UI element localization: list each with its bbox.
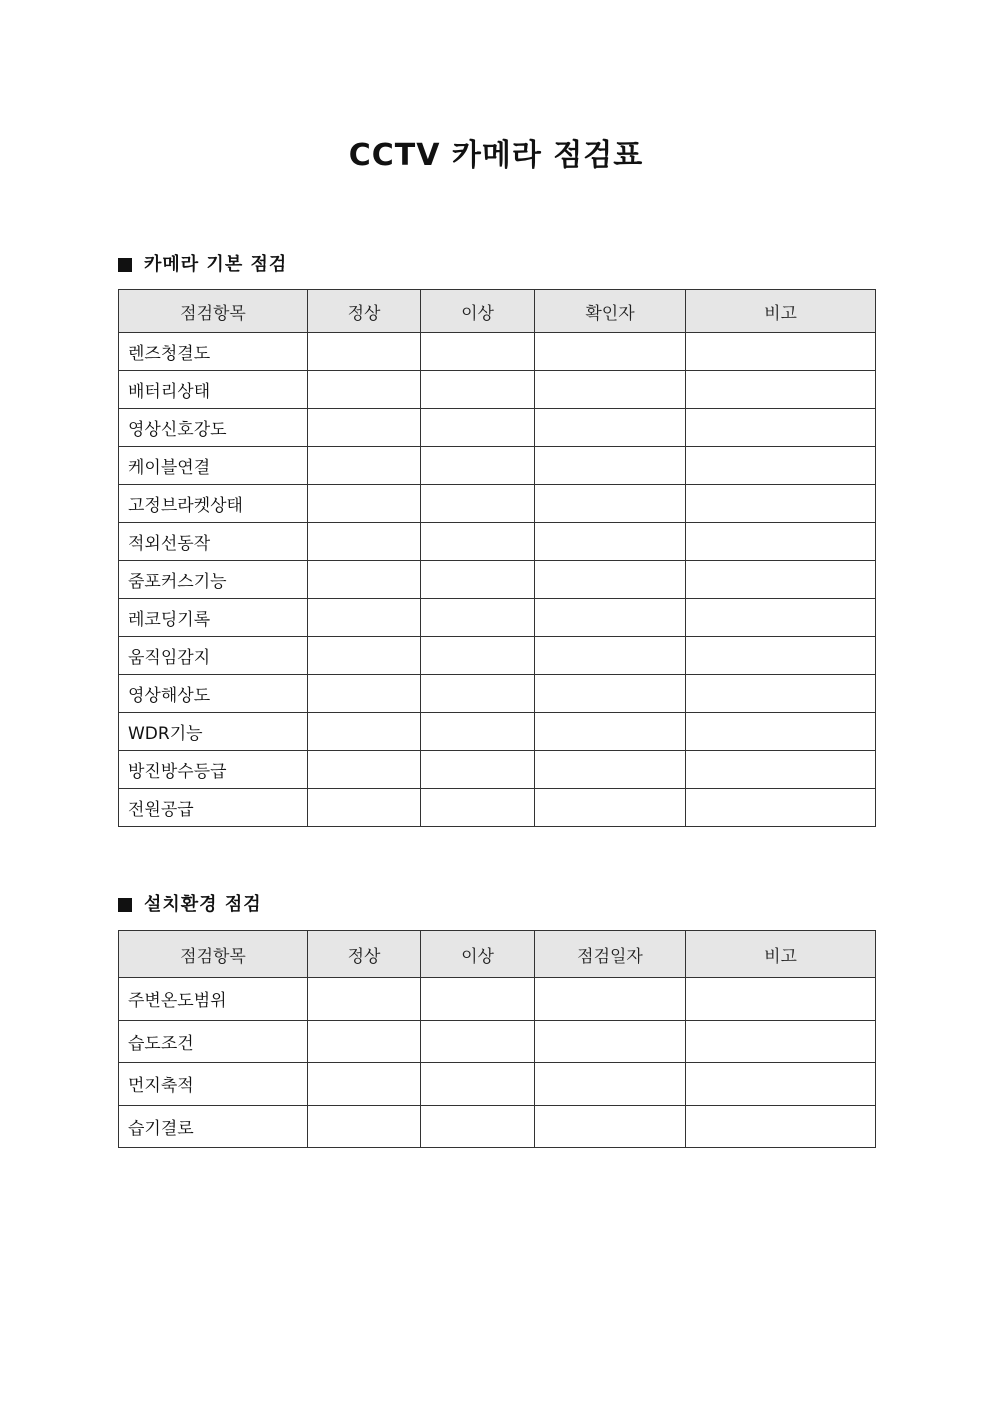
check-item-label: 적외선동작	[119, 523, 308, 561]
table-row	[119, 447, 876, 485]
cell-normal[interactable]	[308, 599, 421, 637]
check-item-label: 습도조건	[119, 1020, 308, 1063]
table-header-row	[119, 290, 876, 333]
installation-env-check-table	[118, 930, 876, 1148]
check-item-label: 고정브라켓상태	[119, 485, 308, 523]
cell-remarks[interactable]	[686, 713, 876, 751]
cell-remarks[interactable]	[686, 1063, 876, 1106]
cell-normal[interactable]	[308, 561, 421, 599]
table-row	[119, 1105, 876, 1148]
table-row	[119, 371, 876, 409]
cell-normal[interactable]	[308, 1105, 421, 1148]
column-header-normal: 정상	[308, 290, 421, 333]
cell-remarks[interactable]	[686, 409, 876, 447]
cell-checker[interactable]	[535, 1105, 686, 1148]
cell-remarks[interactable]	[686, 333, 876, 371]
table-row	[119, 1020, 876, 1063]
cell-normal[interactable]	[308, 371, 421, 409]
cell-normal[interactable]	[308, 409, 421, 447]
cell-abnormal[interactable]	[421, 713, 535, 751]
cell-abnormal[interactable]	[421, 978, 535, 1021]
cell-abnormal[interactable]	[421, 333, 535, 371]
cell-abnormal[interactable]	[421, 637, 535, 675]
cell-checker[interactable]	[535, 447, 686, 485]
check-item-label: 영상해상도	[119, 675, 308, 713]
cell-checker[interactable]	[535, 1063, 686, 1106]
cell-checker[interactable]	[535, 333, 686, 371]
table-row	[119, 599, 876, 637]
column-header-checker: 확인자	[535, 290, 686, 333]
cell-normal[interactable]	[308, 1063, 421, 1106]
column-header-check-date: 점검일자	[535, 931, 686, 978]
cell-remarks[interactable]	[686, 371, 876, 409]
section-heading-installation-env	[118, 892, 262, 918]
cell-normal[interactable]	[308, 713, 421, 751]
table-row	[119, 789, 876, 827]
cell-remarks[interactable]	[686, 485, 876, 523]
check-item-label: 먼지축적	[119, 1063, 308, 1106]
cell-checker[interactable]	[535, 713, 686, 751]
table-row	[119, 1063, 876, 1106]
check-item-label: 렌즈청결도	[119, 333, 308, 371]
table-row	[119, 333, 876, 371]
cell-abnormal[interactable]	[421, 789, 535, 827]
check-item-label: 케이블연결	[119, 447, 308, 485]
table-row	[119, 561, 876, 599]
check-item-label: 주변온도범위	[119, 978, 308, 1021]
check-item-label: 줌포커스기능	[119, 561, 308, 599]
cell-remarks[interactable]	[686, 978, 876, 1021]
cell-checker[interactable]	[535, 789, 686, 827]
cell-checker[interactable]	[535, 523, 686, 561]
cell-remarks[interactable]	[686, 675, 876, 713]
cell-normal[interactable]	[308, 978, 421, 1021]
section-heading-label: 설치환경 점검	[144, 894, 262, 915]
check-item-label: 레코딩기록	[119, 599, 308, 637]
cell-checker[interactable]	[535, 675, 686, 713]
cell-checker[interactable]	[535, 409, 686, 447]
column-header-item: 점검항목	[119, 931, 308, 978]
camera-basic-check-table	[118, 289, 876, 827]
cell-normal[interactable]	[308, 447, 421, 485]
check-item-label: 영상신호강도	[119, 409, 308, 447]
check-item-label: 배터리상태	[119, 371, 308, 409]
column-header-normal: 정상	[308, 931, 421, 978]
column-header-abnormal: 이상	[421, 931, 535, 978]
cell-abnormal[interactable]	[421, 1105, 535, 1148]
check-item-label: 움직임감지	[119, 637, 308, 675]
cell-remarks[interactable]	[686, 789, 876, 827]
column-header-item: 점검항목	[119, 290, 308, 333]
cell-normal[interactable]	[308, 1020, 421, 1063]
cell-abnormal[interactable]	[421, 1063, 535, 1106]
cell-normal[interactable]	[308, 675, 421, 713]
cell-abnormal[interactable]	[421, 371, 535, 409]
cell-remarks[interactable]	[686, 599, 876, 637]
cell-abnormal[interactable]	[421, 409, 535, 447]
cell-abnormal[interactable]	[421, 447, 535, 485]
cell-abnormal[interactable]	[421, 675, 535, 713]
check-item-label: 방진방수등급	[119, 751, 308, 789]
cell-checker[interactable]	[535, 637, 686, 675]
table-row	[119, 675, 876, 713]
cell-checker[interactable]	[535, 561, 686, 599]
table-row	[119, 523, 876, 561]
section-heading-label: 카메라 기본 점검	[144, 254, 288, 275]
cell-checker[interactable]	[535, 751, 686, 789]
table-row	[119, 637, 876, 675]
cell-remarks[interactable]	[686, 523, 876, 561]
cell-normal[interactable]	[308, 485, 421, 523]
cell-abnormal[interactable]	[421, 523, 535, 561]
cell-normal[interactable]	[308, 333, 421, 371]
square-bullet-icon	[118, 898, 132, 912]
square-bullet-icon	[118, 258, 132, 272]
column-header-remarks: 비고	[686, 290, 876, 333]
cell-abnormal[interactable]	[421, 485, 535, 523]
cell-abnormal[interactable]	[421, 751, 535, 789]
cell-checker[interactable]	[535, 978, 686, 1021]
cell-abnormal[interactable]	[421, 599, 535, 637]
page-title: CCTV 카메라 점검표	[348, 138, 644, 173]
table-row	[119, 713, 876, 751]
table-row	[119, 751, 876, 789]
section-heading-camera-basic	[118, 252, 287, 278]
table-row	[119, 409, 876, 447]
cell-abnormal[interactable]	[421, 561, 535, 599]
table-header-row	[119, 931, 876, 978]
cell-checker[interactable]	[535, 599, 686, 637]
column-header-abnormal: 이상	[421, 290, 535, 333]
table-body	[119, 333, 876, 827]
check-item-label: WDR기능	[119, 713, 308, 751]
table-body	[119, 978, 876, 1148]
cell-normal[interactable]	[308, 637, 421, 675]
column-header-remarks: 비고	[686, 931, 876, 978]
cell-normal[interactable]	[308, 789, 421, 827]
table-row	[119, 485, 876, 523]
cell-checker[interactable]	[535, 485, 686, 523]
cell-remarks[interactable]	[686, 751, 876, 789]
cell-normal[interactable]	[308, 523, 421, 561]
cell-checker[interactable]	[535, 1020, 686, 1063]
check-item-label: 전원공급	[119, 789, 308, 827]
cell-remarks[interactable]	[686, 1020, 876, 1063]
cell-remarks[interactable]	[686, 561, 876, 599]
table-row	[119, 978, 876, 1021]
cell-checker[interactable]	[535, 371, 686, 409]
cell-remarks[interactable]	[686, 1105, 876, 1148]
check-item-label: 습기결로	[119, 1105, 308, 1148]
cell-abnormal[interactable]	[421, 1020, 535, 1063]
cell-remarks[interactable]	[686, 447, 876, 485]
cell-remarks[interactable]	[686, 637, 876, 675]
cell-normal[interactable]	[308, 751, 421, 789]
